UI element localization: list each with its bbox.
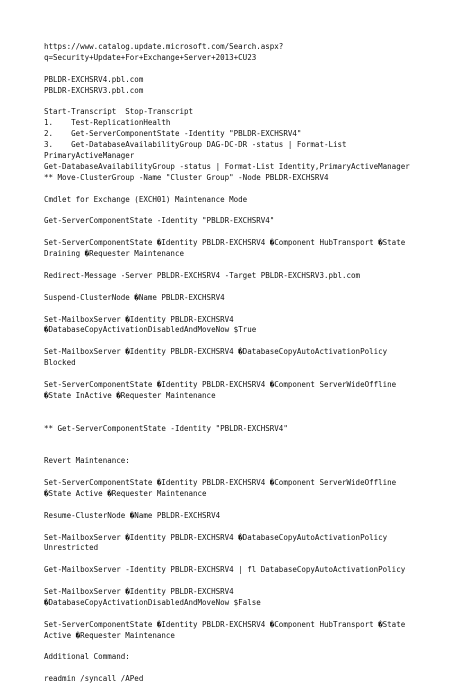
text-line: Active �Requester Maintenance [44,630,175,640]
text-line: ** Get-ServerComponentState -Identity "PBLDR-EXCHSRV4" [44,423,288,433]
text-line: Suspend-ClusterNode �Name PBLDR-EXCHSRV4 [44,292,225,302]
text-line: PrimaryActiveManager [44,151,135,161]
text-line [44,522,444,533]
text-line [44,206,444,217]
text-line: readmin /syncall /APed [44,674,144,684]
text-line [44,609,444,620]
text-line: Cmdlet for Exchange (EXCH01) Maintenance Mode [44,194,248,204]
text-line [44,663,444,674]
text-line: �DatabaseCopyActivationDisabledAndMoveNow $True [44,325,257,335]
text-line [44,64,444,75]
text-line: Get-ServerComponentState -Identity "PBLDR-EXCHSRV4" [44,216,275,226]
text-line [44,260,444,271]
text-line: Get-MailboxServer -Identity PBLDR-EXCHSRV4 | fl DatabaseCopyAutoActivationPolicy [44,565,406,575]
text-line: Set-MailboxServer �Identity PBLDR-EXCHSRV4 �DatabaseCopyAutoActivationPolicy [44,532,388,542]
text-line [44,576,444,587]
text-line: �State InActive �Requester Maintenance [44,390,216,400]
text-line: PBLDR-EXCHSRV4.pbl.com [44,74,144,84]
text-line: �State Active �Requester Maintenance [44,488,207,498]
text-line [44,642,444,653]
text-line [44,467,444,478]
text-line: https://www.catalog.update.microsoft.com/Search.aspx? [44,42,284,51]
text-line: Start-Transcript Stop-Transcript [44,107,194,117]
text-line [44,227,444,238]
document-page [44,42,444,685]
text-line: 1. Test-ReplicationHealth [44,118,171,128]
text-line: Revert Maintenance: [44,456,130,466]
text-line: ** Move-ClusterGroup -Name "Cluster Group" -Node PBLDR-EXCHSRV4 [44,172,329,182]
text-line [44,554,444,565]
text-line: Get-DatabaseAvailabilityGroup -status | Format-List Identity,PrimaryActiveManager [44,161,410,171]
text-line: Set-MailboxServer �Identity PBLDR-EXCHSRV4 [44,314,234,324]
text-line: Additional Command: [44,652,130,662]
text-line: q=Security+Update+For+Exchange+Server+2013+CU23 [44,52,257,62]
text-line [44,445,444,456]
text-line [44,500,444,511]
text-line: �DatabaseCopyActivationDisabledAndMoveNow $False [44,597,261,607]
text-line: Set-ServerComponentState �Identity PBLDR-EXCHSRV4 �Component HubTransport �State [44,619,406,629]
text-line [44,97,444,108]
text-line: Redirect-Message -Server PBLDR-EXCHSRV4 -Target PBLDR-EXCHSRV3.pbl.com [44,270,361,280]
text-line: Set-ServerComponentState �Identity PBLDR-EXCHSRV4 �Component HubTransport �State [44,238,406,248]
text-line [44,434,444,445]
text-line: Set-ServerComponentState �Identity PBLDR-EXCHSRV4 �Component ServerWideOffline [44,379,397,389]
text-line: Draining �Requester Maintenance [44,249,184,259]
text-line [44,413,444,424]
text-line [44,336,444,347]
text-line: 2. Get-ServerComponentState -Identity "PBLDR-EXCHSRV4" [44,129,302,139]
text-line: Set-MailboxServer �Identity PBLDR-EXCHSRV4 �DatabaseCopyAutoActivationPolicy [44,347,388,357]
text-line: 3. Get-DatabaseAvailabilityGroup DAG-DC-DR -status | Format-List [44,140,347,150]
text-line [44,282,444,293]
text-line: Set-MailboxServer �Identity PBLDR-EXCHSRV4 [44,587,234,597]
text-line: Unrestricted [44,543,99,553]
text-line: Set-ServerComponentState �Identity PBLDR-EXCHSRV4 �Component ServerWideOffline [44,478,397,488]
text-line: PBLDR-EXCHSRV3.pbl.com [44,85,144,95]
text-line [44,369,444,380]
text-line: Resume-ClusterNode �Name PBLDR-EXCHSRV4 [44,510,221,520]
text-line: Blocked [44,358,76,368]
text-line [44,402,444,413]
text-line [44,304,444,315]
text-line [44,184,444,195]
